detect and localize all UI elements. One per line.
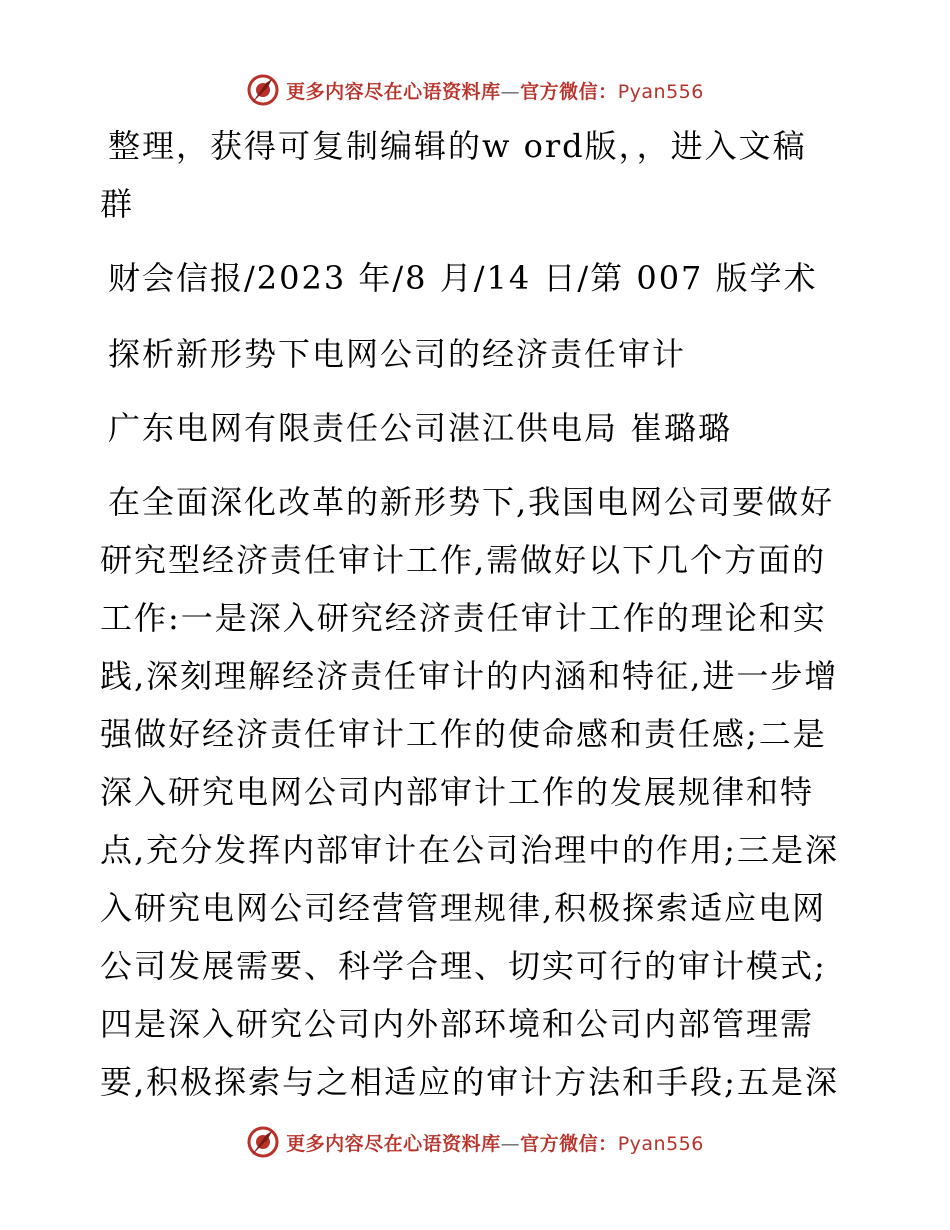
watermark-text: 更多内容尽在心语资料库—官方微信：Pyan556 <box>286 80 704 103</box>
quill-seal-icon <box>246 1125 280 1159</box>
body-line-6: 深入研究电网公司内部审计工作的发展规律和特 <box>100 773 815 811</box>
body-line-4: 践,深刻理解经济责任审计的内涵和特征,进一步增 <box>100 657 839 695</box>
body-line-8: 入研究电网公司经营管理规律,积极探索适应电网 <box>100 889 827 927</box>
body-line-1: 在全面深化改革的新形势下,我国电网公司要做好 <box>108 483 835 521</box>
body-line-7: 点,充分发挥内部审计在公司治理中的作用;三是深 <box>100 831 839 869</box>
article-title: 探析新形势下电网公司的经济责任审计 <box>108 335 687 373</box>
intro-line-1: 整理，获得可复制编辑的w ord版，，进入文稿 <box>108 127 807 165</box>
author-line: 广东电网有限责任公司湛江供电局 崔璐璐 <box>108 409 733 447</box>
body-line-9: 公司发展需要、科学合理、切实可行的审计模式; <box>100 947 827 985</box>
watermark-text: 更多内容尽在心语资料库—官方微信：Pyan556 <box>286 1132 704 1155</box>
body-line-3: 工作:一是深入研究经济责任审计工作的理论和实 <box>100 599 827 637</box>
quill-seal-icon <box>246 73 280 107</box>
body-line-5: 强做好经济责任审计工作的使命感和责任感;二是 <box>100 715 827 753</box>
watermark-banner-top <box>0 68 950 112</box>
intro-line-2: 群 <box>100 185 135 223</box>
body-line-2: 研究型经济责任审计工作,需做好以下几个方面的 <box>100 541 827 579</box>
body-line-11: 要,积极探索与之相适应的审计方法和手段;五是深 <box>100 1063 839 1101</box>
source-line: 财会信报/2023 年/8 月/14 日/第 007 版学术 <box>108 259 818 297</box>
body-line-10: 四是深入研究公司内外部环境和公司内部管理需 <box>100 1005 815 1043</box>
watermark-banner-bottom <box>0 1120 950 1164</box>
